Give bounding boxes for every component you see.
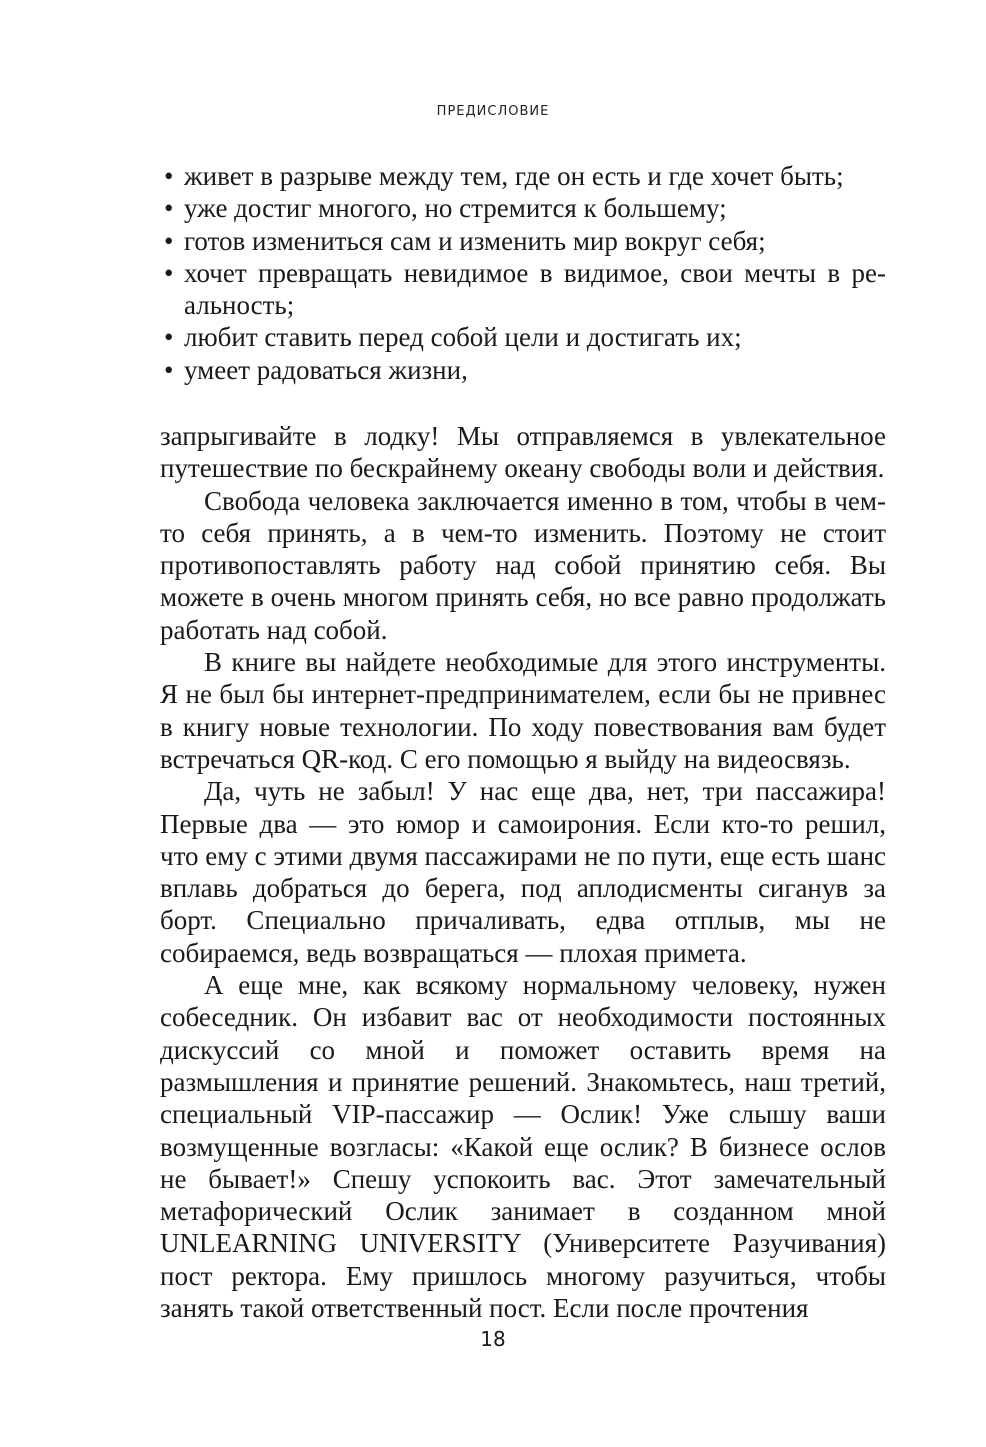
paragraph: Да, чуть не забыл! У нас еще два, нет, три пассажира! Первые два — это юмор и самоирония. Если кто-то решил, что ему с этими двумя пассажирами не по пути, еще есть шанс вплавь добраться до берега, под аплодисменты сиганув за борт. Специально причаливать, едва отплыв, мы не собираемся, ведь возвращаться — плохая примета. (160, 776, 886, 968)
list-item (160, 257, 886, 322)
list-item (160, 321, 886, 353)
paragraph: В книге вы найдете необходимые для этого инструменты. Я не был бы интернет-предпринимателем, если бы не привнес в книгу новые технологии. По ходу повествования вам будет встречаться QR-код. С его помощью я выйду на видеосвязь. (160, 647, 886, 774)
list-item-text: живет в разрыве между тем, где он есть и где хочет быть; (184, 161, 844, 191)
bullet-marker: • (164, 225, 174, 256)
list-item (160, 354, 886, 386)
list-item (160, 192, 886, 224)
bullet-list (160, 160, 886, 386)
bullet-marker: • (164, 257, 174, 288)
paragraph: Свобода человека заключается именно в том, чтобы в чем-то себя принять, а в чем-то изменить. Поэтому не стоит противопоставлять работу над собой принятию себя. Вы можете в очень многом принять себя, но все равно продолжать работать над собой. (160, 485, 886, 645)
paragraph-continuation: запрыгивайте в лодку! Мы отправляемся в увлекательное путешествие по бескрайнему океану свободы воли и действия. (160, 421, 886, 484)
list-item-text: уже достиг многого, но стремится к большему; (184, 193, 727, 224)
running-head: ПРЕДИСЛОВИЕ (436, 104, 550, 119)
list-item (160, 225, 886, 257)
list-item (160, 160, 886, 192)
list-item-text: умеет радоваться жизни, (184, 354, 468, 385)
bullet-marker: • (164, 354, 174, 385)
list-item-text: любит ставить перед собой цели и достигать их; (184, 322, 742, 353)
bullet-marker: • (164, 193, 174, 224)
bullet-marker: • (164, 322, 174, 353)
body-text (160, 420, 886, 1324)
list-item-text: готов измениться сам и изменить мир вокруг себя; (184, 225, 766, 256)
list-item-text: хочет превращать невидимое в видимое, свои мечты в реальность; (184, 257, 886, 321)
bullet-marker: • (164, 161, 174, 191)
paragraph: А еще мне, как всякому нормальному человеку, нужен собеседник. Он избавит вас от необходимости постоянных дискуссий со мной и поможет оставить время на размышления и принятие решений. Знакомьтесь, наш третий, специальный VIP-пассажир — Ослик! Уже слышу ваши возмущенные возгласы: «Какой еще ослик? В бизнесе ослов не бывает!» Спешу успокоить вас. Этот замечательный метафорический Ослик занимает в созданном мной UNLEARNING UNIVERSITY (Университете Разучивания) пост ректора. Ему пришлось многому разучиться, чтобы занять такой ответственный пост. Если после прочтения (160, 970, 886, 1324)
page-number: 18 (480, 1327, 506, 1351)
